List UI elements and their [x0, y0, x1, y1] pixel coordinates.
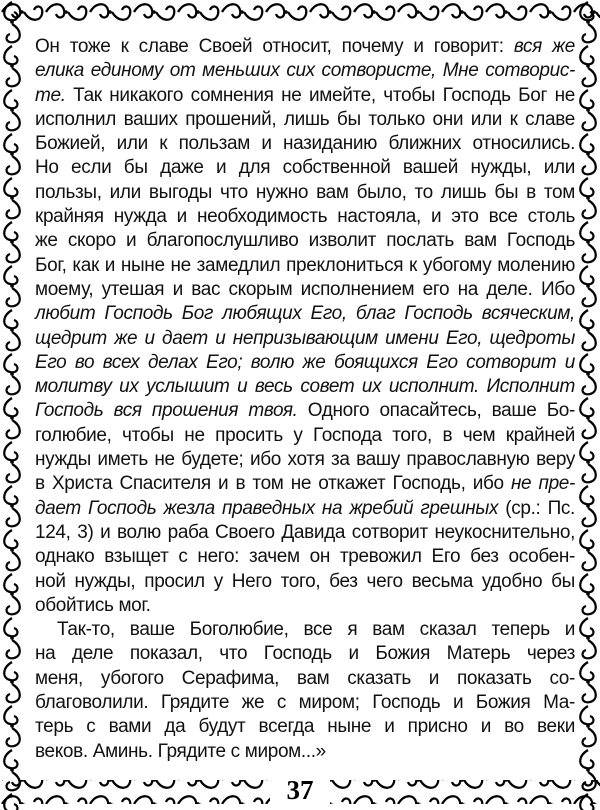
italic-quote-text: те.	[35, 84, 66, 106]
text-line	[35, 667, 575, 691]
italic-quote-text: молитву их услышит и весь совет их исполнит. Исполнит	[35, 376, 575, 398]
body-text: однако взыщет с него: зачем он тревожил Его без особен-	[35, 546, 575, 568]
body-text: (ср.: Пс.	[498, 497, 575, 519]
page-number: 37	[270, 775, 330, 806]
body-text: Одного опасайтесь, ваше Бо-	[297, 400, 576, 422]
text-line	[35, 59, 575, 83]
text-line	[35, 740, 575, 764]
text-line	[35, 132, 575, 156]
text-line	[35, 205, 575, 229]
text-line	[35, 278, 575, 302]
body-text: в Христа Спасителя и в том не откажет Господь, ибо	[35, 473, 511, 495]
body-text: пользы, или выгоды что нужно вам было, то лишь бы в том	[35, 181, 575, 203]
text-line	[35, 448, 575, 472]
body-text: крайняя нужда и необходимость настояла, и это все столь	[35, 206, 575, 228]
italic-quote-text: вся же	[513, 36, 575, 57]
text-line	[35, 181, 575, 205]
body-text: исполнил ваших прошений, лишь бы только они или к славе	[35, 108, 575, 130]
border-right	[576, 0, 600, 810]
text-line	[35, 521, 575, 545]
text-line	[35, 375, 575, 399]
body-text: Но если бы даже и для собственной вашей нужды, или	[35, 157, 575, 179]
border-left	[2, 0, 26, 810]
body-text: терь с вами да будут всегда ныне и присно и во веки	[35, 716, 575, 738]
italic-quote-text: елика единому от меньших сих сотвористе, Мне сотворис-	[35, 60, 575, 82]
text-line	[35, 156, 575, 180]
body-text: Так никакого сомнения не имейте, чтобы Господь Бог не	[65, 84, 575, 106]
text-line	[35, 254, 575, 278]
body-text: ной нужды, просил у Него того, без чего весьма удобно бы	[35, 570, 575, 592]
border-top	[0, 2, 600, 26]
text-line	[35, 229, 575, 253]
text-line	[35, 399, 575, 423]
body-text: моему, утешая и вас скорым исполнением его на деле. Ибо	[35, 278, 575, 300]
text-line	[35, 302, 575, 326]
text-line	[35, 424, 575, 448]
body-text: нужды иметь не будете; ибо хотя за вашу православную веру	[35, 449, 575, 471]
body-text: Так-то, ваше Боголюбие, все я вам сказал теперь и	[57, 619, 575, 641]
italic-quote-text: любит Господь Бог любящих Его, благ Господь всяческим,	[35, 303, 575, 325]
page-body-text	[35, 35, 575, 764]
italic-quote-text: Господь вся прошения твоя.	[35, 400, 298, 422]
body-text: Божией, или к пользам и назиданию ближних относились.	[35, 133, 575, 155]
text-line	[35, 84, 575, 108]
text-line	[35, 545, 575, 569]
text-line	[35, 327, 575, 351]
body-text: благоволили. Грядите же с миром; Господь и Божия Ма-	[35, 692, 575, 714]
text-line	[35, 351, 575, 375]
text-line	[35, 497, 575, 521]
text-line	[35, 618, 575, 642]
text-line	[35, 691, 575, 715]
body-text: обойтись мог.	[35, 594, 151, 616]
text-line	[35, 715, 575, 739]
body-text: меня, убогого Серафима, вам сказать и показать со-	[35, 667, 575, 689]
text-line	[35, 35, 575, 59]
body-text: же скоро и благопослушливо изволит послать вам Господь	[35, 230, 575, 252]
body-text: Он тоже к славе Своей относит, почему и говорит:	[35, 36, 514, 57]
italic-quote-text: дает Господь жезла праведных на жребий грешных	[35, 497, 499, 519]
text-line	[35, 108, 575, 132]
text-line	[35, 594, 575, 618]
text-line	[35, 472, 575, 496]
italic-quote-text: не пре-	[510, 473, 575, 495]
italic-quote-text: Его во всех делах Его; волю же боящихся Его сотворит и	[35, 351, 575, 373]
body-text: веков. Аминь. Грядите с миром...»	[35, 740, 326, 762]
italic-quote-text: щедрит же и дает и непризывающим имени Его, щедроты	[35, 327, 575, 349]
text-line	[35, 642, 575, 666]
body-text: 124, 3) и волю раба Своего Давида сотворит неукоснительно,	[35, 521, 575, 543]
body-text: Бог, как и ныне не замедлил преклониться к убогому молению	[35, 254, 575, 276]
body-text: на деле показал, что Господь и Божия Матерь через	[35, 643, 575, 665]
body-text: голюбие, чтобы не просить у Господа того, в чем крайней	[35, 424, 575, 446]
text-line	[35, 570, 575, 594]
